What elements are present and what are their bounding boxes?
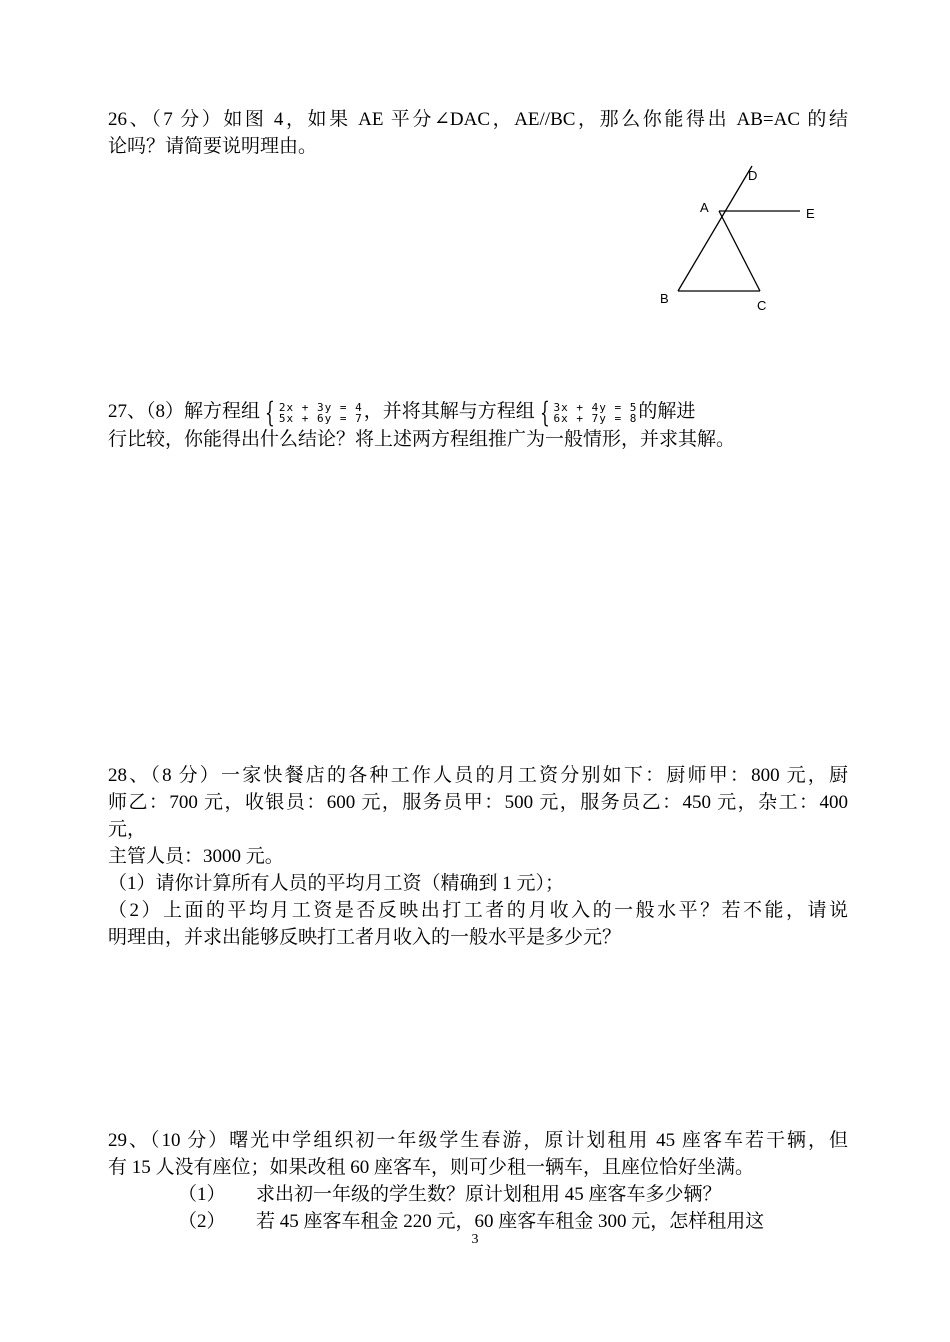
system-1-row-2: 5x + 6y = 7 [278, 411, 363, 425]
sub-2-text: 若 45 座客车租金 220 元，60 座客车租金 300 元，怎样租用这 [256, 1211, 765, 1232]
question-28-line-2: 师乙：700 元，收银员：600 元，服务员甲：500 元，服务员乙：450 元，杂工：400 [108, 792, 848, 813]
question-29-sub-1 [108, 1181, 848, 1208]
question-28-line-5: （1）请你计算所有人员的平均月工资（精确到 1 元）； [108, 873, 565, 894]
question-28-line-6: （2）上面的平均月工资是否反映出打工者的月收入的一般水平？若不能，请说 [108, 900, 848, 921]
sub-2-number: （2） [178, 1211, 226, 1232]
question-29-line-2: 有 15 人没有座位；如果改租 60 座客车，则可少租一辆车，且座位恰好坐满。 [108, 1157, 755, 1178]
label-a: A [700, 200, 709, 215]
line-ac [719, 211, 760, 291]
question-28-line-7: 明理由，并求出能够反映打工者月收入的一般水平是多少元？ [108, 927, 622, 948]
question-28-line-4: 主管人员：3000 元。 [108, 846, 284, 867]
system-2-row-2: 6x + 7y = 8 [553, 411, 638, 425]
label-c: C [757, 298, 767, 313]
question-27-line-1 [108, 395, 848, 429]
question-29-line-1: 29、（10 分）曙光中学组织初一年级学生春游，原计划租用 45 座客车若干辆，但 [108, 1130, 848, 1151]
question-28-line-1: 28、（8 分）一家快餐店的各种工作人员的月工资分别如下：厨师甲：800 元，厨 [108, 765, 848, 786]
system-2-row-1: 3x + 4y = 5 [553, 400, 638, 414]
line-bd [678, 166, 752, 291]
sub-1-text: 求出初一年级的学生数？原计划租用 45 座客车多少辆？ [256, 1184, 722, 1205]
question-27-line-2: 行比较，你能得出什么结论？将上述两方程组推广为一般情形，并求其解。 [108, 428, 736, 450]
question-26-line-2: 论吗？请简要说明理由。 [108, 136, 318, 157]
sub-1-number: （1） [178, 1184, 226, 1205]
question-28-line-3: 元， [108, 819, 147, 840]
question-26 [108, 106, 848, 160]
label-d: D [748, 168, 758, 183]
label-b: B [660, 291, 669, 306]
triangle-figure [640, 160, 840, 320]
question-26-line-1: 26、（7 分）如图 4，如果 AE 平分∠DAC，AE//BC，那么你能得出 AB=AC 的结 [108, 109, 848, 130]
page-number: 3 [471, 1232, 479, 1247]
label-e: E [806, 206, 815, 221]
equation-system-1 [261, 395, 363, 429]
brace-icon: { [539, 395, 550, 429]
question-29-sub-2 [108, 1208, 848, 1235]
question-27-prefix: 27、（8）解方程组 [108, 401, 261, 422]
question-27-suffix: 的解进 [638, 401, 696, 422]
question-28 [108, 762, 848, 951]
question-29 [108, 1127, 848, 1235]
brace-icon: { [265, 395, 275, 429]
question-27 [108, 395, 848, 453]
question-27-middle: ，并将其解与方程组 [363, 401, 535, 422]
equation-system-2 [536, 395, 638, 429]
system-1-row-1: 2x + 3y = 4 [278, 400, 363, 414]
